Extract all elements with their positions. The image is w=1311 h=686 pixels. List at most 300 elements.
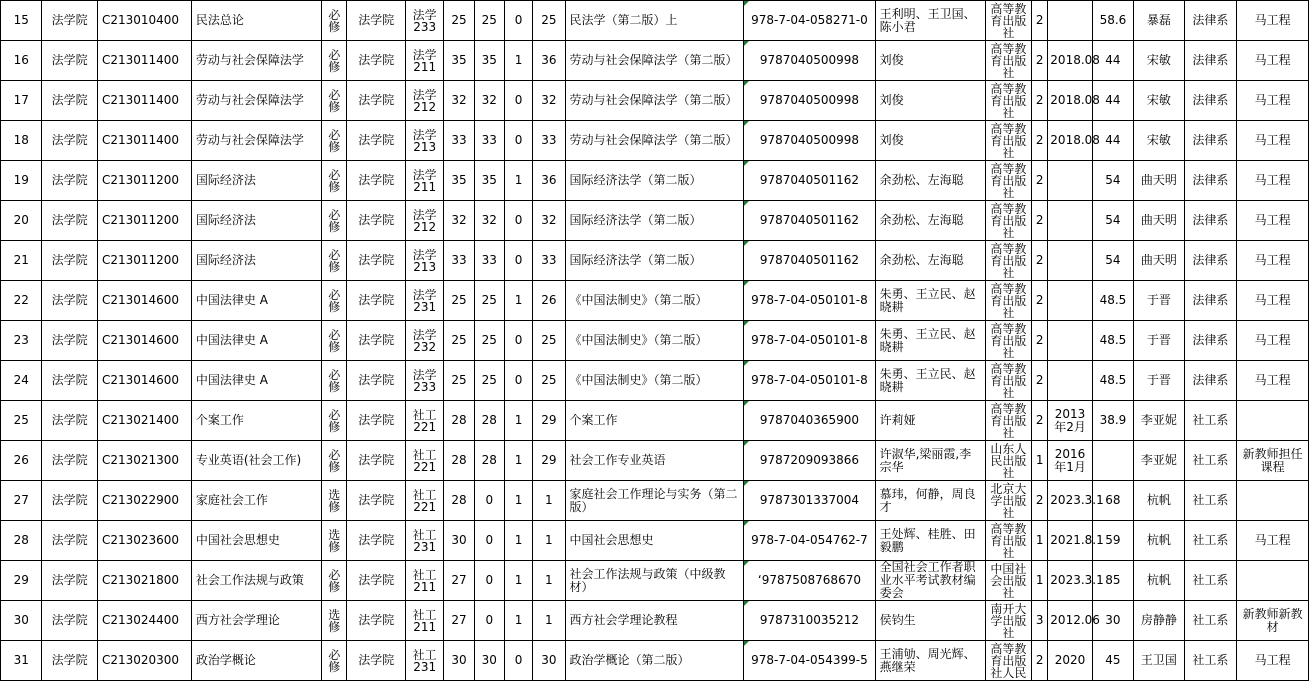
cell-note: 马工程 — [1237, 321, 1309, 361]
cell-note: 马工程 — [1237, 241, 1309, 281]
cell-college: 法学院 — [42, 521, 98, 561]
cell-n3: 1 — [504, 281, 532, 321]
cell-dept: 法律系 — [1184, 201, 1237, 241]
cell-code: C213022900 — [97, 481, 191, 521]
cell-code: C213011200 — [97, 241, 191, 281]
cell-dept: 法律系 — [1184, 361, 1237, 401]
cell-code: C213024400 — [97, 601, 191, 641]
cell-type: 必修 — [322, 241, 347, 281]
cell-note — [1237, 401, 1309, 441]
cell-n4: 36 — [533, 41, 565, 81]
cell-n3: 1 — [504, 481, 532, 521]
cell-price: 38.9 — [1092, 401, 1133, 441]
cell-course: 民法总论 — [191, 1, 321, 41]
cell-n2: 33 — [474, 241, 504, 281]
cell-college: 法学院 — [42, 41, 98, 81]
cell-n2: 33 — [474, 121, 504, 161]
cell-author: 刘俊 — [875, 121, 985, 161]
cell-course: 中国法律史 A — [191, 361, 321, 401]
cell-code: C213011200 — [97, 201, 191, 241]
cell-college: 法学院 — [42, 81, 98, 121]
cell-code: C213020300 — [97, 641, 191, 681]
cell-date — [1048, 201, 1092, 241]
cell-author: 王处辉、桂胜、田毅鹏 — [875, 521, 985, 561]
table-row — [1, 201, 1309, 241]
cell-ed: 2 — [1032, 81, 1048, 121]
cell-n3: 0 — [504, 201, 532, 241]
cell-n3: 0 — [504, 1, 532, 41]
cell-isbn: 9787040501162 — [744, 161, 875, 201]
cell-college: 法学院 — [42, 641, 98, 681]
cell-isbn: 9787040500998 — [744, 121, 875, 161]
cell-unit: 法学院 — [347, 361, 406, 401]
table-body — [1, 1, 1309, 681]
cell-class: 社工221 — [405, 481, 443, 521]
cell-publisher: 高等教育出版社 — [985, 121, 1031, 161]
cell-college: 法学院 — [42, 201, 98, 241]
cell-course: 劳动与社会保障法学 — [191, 41, 321, 81]
cell-type: 必修 — [322, 441, 347, 481]
cell-college: 法学院 — [42, 161, 98, 201]
cell-type: 必修 — [322, 401, 347, 441]
cell-n4: 29 — [533, 441, 565, 481]
cell-class: 法学212 — [405, 201, 443, 241]
cell-date: 2018.08 — [1048, 81, 1092, 121]
cell-teacher: 房静静 — [1134, 601, 1185, 641]
table-row — [1, 241, 1309, 281]
cell-type: 必修 — [322, 121, 347, 161]
cell-price — [1092, 441, 1133, 481]
cell-book: 民法学（第二版）上 — [565, 1, 744, 41]
cell-unit: 法学院 — [347, 521, 406, 561]
cell-isbn: 978-7-04-050101-8 — [744, 361, 875, 401]
cell-type: 选修 — [322, 521, 347, 561]
cell-college: 法学院 — [42, 401, 98, 441]
cell-class: 法学213 — [405, 241, 443, 281]
cell-type: 必修 — [322, 561, 347, 601]
cell-ed: 2 — [1032, 481, 1048, 521]
cell-no: 28 — [1, 521, 42, 561]
cell-no: 17 — [1, 81, 42, 121]
cell-dept: 法律系 — [1184, 1, 1237, 41]
cell-price: 45 — [1092, 641, 1133, 681]
cell-dept: 社工系 — [1184, 641, 1237, 681]
cell-course: 社会工作法规与政策 — [191, 561, 321, 601]
cell-isbn: 978-7-04-058271-0 — [744, 1, 875, 41]
cell-book: 《中国法制史》（第二版） — [565, 361, 744, 401]
cell-date: 2013年2月 — [1048, 401, 1092, 441]
cell-ed: 1 — [1032, 561, 1048, 601]
cell-code: C213023600 — [97, 521, 191, 561]
cell-book: 政治学概论（第二版） — [565, 641, 744, 681]
cell-author: 刘俊 — [875, 41, 985, 81]
cell-dept: 法律系 — [1184, 321, 1237, 361]
table-row — [1, 161, 1309, 201]
cell-class: 社工211 — [405, 601, 443, 641]
cell-ed: 2 — [1032, 121, 1048, 161]
cell-dept: 社工系 — [1184, 481, 1237, 521]
cell-note: 马工程 — [1237, 41, 1309, 81]
cell-note: 马工程 — [1237, 521, 1309, 561]
cell-ed: 2 — [1032, 361, 1048, 401]
cell-date — [1048, 321, 1092, 361]
cell-n1: 25 — [444, 1, 474, 41]
cell-n2: 25 — [474, 1, 504, 41]
cell-n2: 30 — [474, 641, 504, 681]
cell-price: 54 — [1092, 201, 1133, 241]
cell-n3: 0 — [504, 121, 532, 161]
cell-course: 家庭社会工作 — [191, 481, 321, 521]
cell-n1: 32 — [444, 201, 474, 241]
cell-note: 马工程 — [1237, 1, 1309, 41]
cell-n2: 32 — [474, 81, 504, 121]
cell-class: 法学212 — [405, 81, 443, 121]
table-row — [1, 321, 1309, 361]
cell-college: 法学院 — [42, 241, 98, 281]
cell-ed: 2 — [1032, 321, 1048, 361]
cell-teacher: 李亚妮 — [1134, 401, 1185, 441]
cell-publisher: 北京大学出版社 — [985, 481, 1031, 521]
cell-n1: 33 — [444, 121, 474, 161]
cell-code: C213021800 — [97, 561, 191, 601]
cell-publisher: 南开大学出版社 — [985, 601, 1031, 641]
cell-book: 《中国法制史》（第二版） — [565, 321, 744, 361]
cell-college: 法学院 — [42, 121, 98, 161]
cell-code: C213014600 — [97, 281, 191, 321]
cell-college: 法学院 — [42, 281, 98, 321]
cell-date — [1048, 281, 1092, 321]
cell-date: 2018.08 — [1048, 121, 1092, 161]
table-row — [1, 441, 1309, 481]
cell-ed: 1 — [1032, 521, 1048, 561]
cell-unit: 法学院 — [347, 1, 406, 41]
cell-no: 26 — [1, 441, 42, 481]
cell-n2: 32 — [474, 201, 504, 241]
table-row — [1, 361, 1309, 401]
cell-price: 44 — [1092, 81, 1133, 121]
cell-isbn: 9787209093866 — [744, 441, 875, 481]
cell-class: 法学211 — [405, 161, 443, 201]
cell-book: 劳动与社会保障法学（第二版） — [565, 81, 744, 121]
cell-n2: 25 — [474, 281, 504, 321]
cell-author: 余劲松、左海聪 — [875, 161, 985, 201]
cell-book: 家庭社会工作理论与实务（第二版） — [565, 481, 744, 521]
cell-class: 法学213 — [405, 121, 443, 161]
cell-code: C213011400 — [97, 41, 191, 81]
cell-code: C213021400 — [97, 401, 191, 441]
cell-price: 54 — [1092, 241, 1133, 281]
table-row — [1, 481, 1309, 521]
cell-type: 必修 — [322, 281, 347, 321]
cell-isbn: 978-7-04-050101-8 — [744, 321, 875, 361]
cell-author: 慕玮，何静，周良才 — [875, 481, 985, 521]
table-row — [1, 641, 1309, 681]
cell-teacher: 杭帆 — [1134, 481, 1185, 521]
cell-price: 54 — [1092, 161, 1133, 201]
cell-n4: 1 — [533, 601, 565, 641]
cell-dept: 社工系 — [1184, 601, 1237, 641]
cell-author: 朱勇、王立民、赵晓耕 — [875, 321, 985, 361]
cell-course: 个案工作 — [191, 401, 321, 441]
cell-course: 政治学概论 — [191, 641, 321, 681]
cell-note: 马工程 — [1237, 81, 1309, 121]
cell-unit: 法学院 — [347, 481, 406, 521]
cell-ed: 2 — [1032, 281, 1048, 321]
cell-course: 中国法律史 A — [191, 281, 321, 321]
cell-type: 必修 — [322, 161, 347, 201]
cell-teacher: 于晋 — [1134, 361, 1185, 401]
cell-unit: 法学院 — [347, 121, 406, 161]
cell-price: 68 — [1092, 481, 1133, 521]
cell-price: 58.6 — [1092, 1, 1133, 41]
cell-note: 新教师担任课程 — [1237, 441, 1309, 481]
cell-price: 48.5 — [1092, 361, 1133, 401]
cell-teacher: 宋敏 — [1134, 121, 1185, 161]
cell-unit: 法学院 — [347, 201, 406, 241]
table-row — [1, 561, 1309, 601]
table-row — [1, 521, 1309, 561]
cell-class: 社工231 — [405, 521, 443, 561]
cell-n2: 28 — [474, 441, 504, 481]
cell-n2: 0 — [474, 481, 504, 521]
cell-date: 2023.3.1 — [1048, 481, 1092, 521]
cell-college: 法学院 — [42, 321, 98, 361]
cell-author: 余劲松、左海聪 — [875, 201, 985, 241]
cell-n3: 1 — [504, 521, 532, 561]
cell-n1: 27 — [444, 561, 474, 601]
cell-date — [1048, 161, 1092, 201]
table-row — [1, 121, 1309, 161]
cell-dept: 社工系 — [1184, 441, 1237, 481]
cell-no: 31 — [1, 641, 42, 681]
cell-n1: 28 — [444, 441, 474, 481]
cell-isbn: 978-7-04-054399-5 — [744, 641, 875, 681]
cell-n4: 32 — [533, 201, 565, 241]
cell-n4: 32 — [533, 81, 565, 121]
cell-no: 21 — [1, 241, 42, 281]
cell-n2: 35 — [474, 161, 504, 201]
cell-price: 48.5 — [1092, 281, 1133, 321]
cell-n2: 25 — [474, 321, 504, 361]
cell-ed: 3 — [1032, 601, 1048, 641]
cell-n3: 0 — [504, 81, 532, 121]
cell-publisher: 中国社会出版社 — [985, 561, 1031, 601]
cell-teacher: 曲天明 — [1134, 201, 1185, 241]
cell-unit: 法学院 — [347, 401, 406, 441]
cell-book: 劳动与社会保障法学（第二版） — [565, 41, 744, 81]
cell-no: 15 — [1, 1, 42, 41]
cell-price: 44 — [1092, 41, 1133, 81]
cell-ed: 2 — [1032, 161, 1048, 201]
cell-unit: 法学院 — [347, 321, 406, 361]
cell-date: 2018.08 — [1048, 41, 1092, 81]
cell-dept: 法律系 — [1184, 161, 1237, 201]
cell-note — [1237, 481, 1309, 521]
cell-isbn: 9787040501162 — [744, 241, 875, 281]
cell-course: 西方社会学理论 — [191, 601, 321, 641]
cell-book: 社会工作法规与政策（中级教材） — [565, 561, 744, 601]
cell-n2: 0 — [474, 601, 504, 641]
cell-publisher: 高等教育出版社 — [985, 241, 1031, 281]
cell-author: 许淑华,梁丽霞,李宗华 — [875, 441, 985, 481]
cell-dept: 法律系 — [1184, 41, 1237, 81]
cell-unit: 法学院 — [347, 641, 406, 681]
cell-price: 44 — [1092, 121, 1133, 161]
cell-isbn: 9787310035212 — [744, 601, 875, 641]
cell-isbn: 9787040501162 — [744, 201, 875, 241]
cell-type: 必修 — [322, 361, 347, 401]
cell-n2: 35 — [474, 41, 504, 81]
cell-publisher: 高等教育出版社 — [985, 1, 1031, 41]
cell-class: 法学233 — [405, 1, 443, 41]
cell-n3: 0 — [504, 241, 532, 281]
cell-n1: 32 — [444, 81, 474, 121]
cell-college: 法学院 — [42, 601, 98, 641]
cell-price: 30 — [1092, 601, 1133, 641]
cell-class: 法学232 — [405, 321, 443, 361]
cell-author: 朱勇、王立民、赵晓耕 — [875, 281, 985, 321]
cell-n1: 28 — [444, 401, 474, 441]
cell-price: 85 — [1092, 561, 1133, 601]
cell-dept: 社工系 — [1184, 561, 1237, 601]
cell-no: 23 — [1, 321, 42, 361]
cell-book: 中国社会思想史 — [565, 521, 744, 561]
cell-n4: 33 — [533, 121, 565, 161]
cell-publisher: 高等教育出版社 — [985, 41, 1031, 81]
cell-ed: 2 — [1032, 41, 1048, 81]
cell-ed: 2 — [1032, 1, 1048, 41]
cell-class: 社工211 — [405, 561, 443, 601]
cell-isbn: 9787301337004 — [744, 481, 875, 521]
cell-note: 马工程 — [1237, 641, 1309, 681]
cell-author: 余劲松、左海聪 — [875, 241, 985, 281]
cell-no: 18 — [1, 121, 42, 161]
cell-n3: 0 — [504, 321, 532, 361]
cell-date — [1048, 361, 1092, 401]
cell-publisher: 高等教育出版社 — [985, 401, 1031, 441]
cell-code: C213011400 — [97, 81, 191, 121]
cell-n4: 36 — [533, 161, 565, 201]
cell-dept: 社工系 — [1184, 401, 1237, 441]
cell-n4: 25 — [533, 1, 565, 41]
cell-n4: 30 — [533, 641, 565, 681]
cell-date: 2021.8.1 — [1048, 521, 1092, 561]
cell-isbn: ‘9787508768670 — [744, 561, 875, 601]
cell-note: 马工程 — [1237, 281, 1309, 321]
cell-n2: 0 — [474, 521, 504, 561]
table-row — [1, 1, 1309, 41]
cell-unit: 法学院 — [347, 441, 406, 481]
cell-code: C213011200 — [97, 161, 191, 201]
cell-isbn: 9787040500998 — [744, 81, 875, 121]
cell-dept: 法律系 — [1184, 241, 1237, 281]
cell-ed: 2 — [1032, 401, 1048, 441]
cell-course: 专业英语(社会工作) — [191, 441, 321, 481]
cell-isbn: 978-7-04-050101-8 — [744, 281, 875, 321]
cell-unit: 法学院 — [347, 161, 406, 201]
cell-course: 劳动与社会保障法学 — [191, 121, 321, 161]
cell-college: 法学院 — [42, 481, 98, 521]
cell-n1: 30 — [444, 521, 474, 561]
cell-teacher: 王卫国 — [1134, 641, 1185, 681]
cell-no: 22 — [1, 281, 42, 321]
cell-date: 2012.06 — [1048, 601, 1092, 641]
cell-n3: 1 — [504, 561, 532, 601]
cell-publisher: 山东人民出版社 — [985, 441, 1031, 481]
cell-dept: 法律系 — [1184, 81, 1237, 121]
cell-date: 2020 — [1048, 641, 1092, 681]
cell-publisher: 高等教育出版社 — [985, 201, 1031, 241]
cell-n4: 1 — [533, 481, 565, 521]
cell-type: 必修 — [322, 81, 347, 121]
cell-n1: 28 — [444, 481, 474, 521]
cell-college: 法学院 — [42, 1, 98, 41]
cell-teacher: 杭帆 — [1134, 521, 1185, 561]
cell-n3: 1 — [504, 161, 532, 201]
cell-type: 必修 — [322, 641, 347, 681]
cell-ed: 2 — [1032, 241, 1048, 281]
cell-teacher: 于晋 — [1134, 321, 1185, 361]
cell-n4: 1 — [533, 561, 565, 601]
cell-publisher: 高等教育出版社 — [985, 161, 1031, 201]
cell-note — [1237, 561, 1309, 601]
cell-publisher: 高等教育出版社 — [985, 361, 1031, 401]
cell-course: 中国社会思想史 — [191, 521, 321, 561]
cell-n1: 25 — [444, 321, 474, 361]
cell-n3: 1 — [504, 441, 532, 481]
cell-n3: 1 — [504, 401, 532, 441]
cell-n4: 29 — [533, 401, 565, 441]
cell-type: 选修 — [322, 481, 347, 521]
cell-n2: 25 — [474, 361, 504, 401]
cell-class: 社工221 — [405, 401, 443, 441]
cell-date: 2016年1月 — [1048, 441, 1092, 481]
cell-no: 20 — [1, 201, 42, 241]
cell-college: 法学院 — [42, 361, 98, 401]
cell-n1: 25 — [444, 361, 474, 401]
cell-n4: 25 — [533, 321, 565, 361]
cell-class: 社工231 — [405, 641, 443, 681]
cell-n4: 25 — [533, 361, 565, 401]
cell-course: 国际经济法 — [191, 201, 321, 241]
cell-note: 新教师新教材 — [1237, 601, 1309, 641]
cell-book: 《中国法制史》（第二版） — [565, 281, 744, 321]
cell-n1: 27 — [444, 601, 474, 641]
cell-no: 27 — [1, 481, 42, 521]
cell-note: 马工程 — [1237, 201, 1309, 241]
cell-author: 刘俊 — [875, 81, 985, 121]
cell-author: 全国社会工作者职业水平考试教材编委会 — [875, 561, 985, 601]
cell-author: 王浦劬、周光辉、燕继荣 — [875, 641, 985, 681]
cell-n1: 35 — [444, 41, 474, 81]
cell-code: C213021300 — [97, 441, 191, 481]
cell-course: 劳动与社会保障法学 — [191, 81, 321, 121]
cell-college: 法学院 — [42, 441, 98, 481]
cell-no: 30 — [1, 601, 42, 641]
cell-unit: 法学院 — [347, 41, 406, 81]
cell-no: 16 — [1, 41, 42, 81]
cell-teacher: 于晋 — [1134, 281, 1185, 321]
cell-class: 法学231 — [405, 281, 443, 321]
cell-unit: 法学院 — [347, 81, 406, 121]
cell-date: 2023.3.1 — [1048, 561, 1092, 601]
cell-n1: 35 — [444, 161, 474, 201]
cell-n1: 33 — [444, 241, 474, 281]
cell-note: 马工程 — [1237, 361, 1309, 401]
cell-author: 侯钧生 — [875, 601, 985, 641]
cell-isbn: 978-7-04-054762-7 — [744, 521, 875, 561]
cell-publisher: 高等教育出版社 — [985, 281, 1031, 321]
